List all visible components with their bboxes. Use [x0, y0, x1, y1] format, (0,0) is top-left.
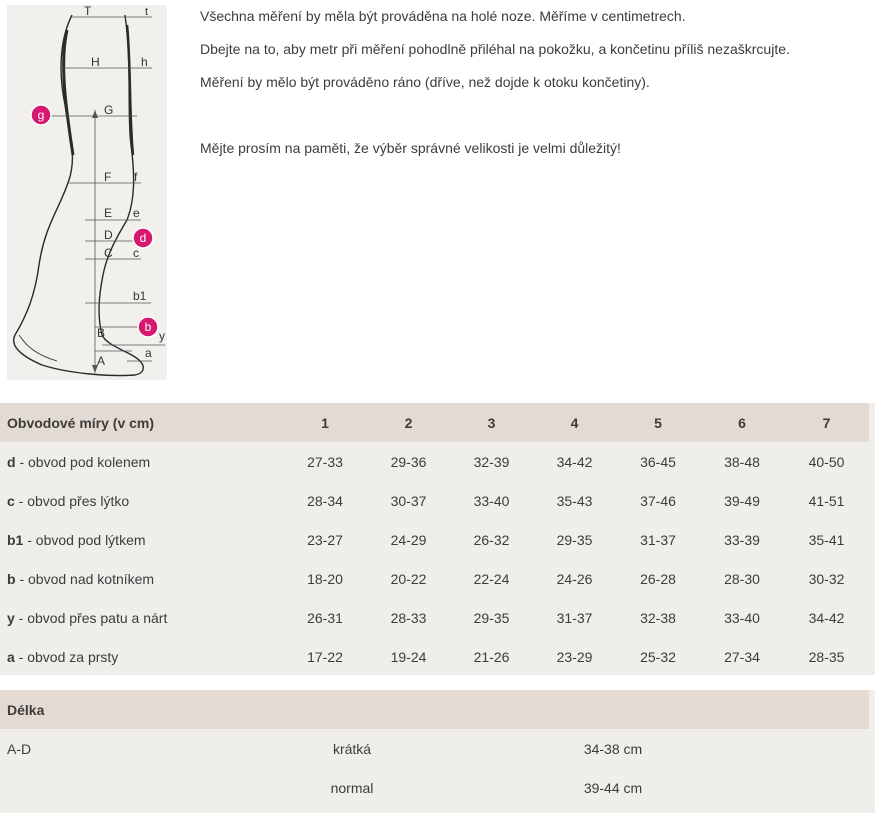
- marker-g: [31, 105, 51, 125]
- table-cell: 41-51: [808, 492, 845, 509]
- size-col-6: 6: [738, 414, 746, 431]
- measure-desc: - obvod za prsty: [14, 648, 119, 665]
- table-cell: 27-34: [724, 648, 760, 665]
- table-row: [0, 598, 869, 637]
- size-col-2: 2: [404, 414, 413, 431]
- table-cell: 39-49: [724, 492, 760, 509]
- table-row: [0, 768, 869, 807]
- instruction-bare-leg: Všechna měření by měla být prováděna na holé noze. Měříme v centimetrech.: [200, 8, 686, 24]
- marker-b: [138, 317, 158, 337]
- measure-code: b1: [7, 531, 24, 548]
- svg-text:b: b: [144, 320, 152, 334]
- label-H: H: [91, 55, 100, 69]
- table-cell: 24-29: [390, 531, 427, 548]
- svg-text:g: g: [37, 108, 45, 122]
- table-cell: 32-38: [640, 609, 676, 626]
- length-range: 39-44 cm: [583, 779, 643, 796]
- label-T: T: [84, 5, 92, 18]
- label-E: E: [104, 206, 113, 220]
- spacer: [0, 388, 875, 403]
- length-table-header: [0, 690, 869, 729]
- table-cell: 34-42: [808, 609, 845, 626]
- measure-code: b: [7, 570, 16, 587]
- measure-desc: - obvod nad kotníkem: [15, 570, 155, 587]
- length-variant: krátká: [332, 740, 372, 757]
- length-range: 34-38 cm: [583, 740, 643, 757]
- label-A: A: [97, 354, 106, 368]
- svg-text:d: d: [139, 231, 147, 245]
- size-col-7: 7: [822, 414, 831, 431]
- table-cell: 23-27: [307, 531, 343, 548]
- row-label: [0, 481, 283, 520]
- measure-code: d: [7, 453, 16, 470]
- table-cell: 31-37: [640, 531, 676, 548]
- table-cell: 40-50: [808, 453, 845, 470]
- label-t: t: [145, 6, 149, 18]
- table-cell: 24-26: [556, 570, 593, 587]
- table-cell: 27-33: [307, 453, 343, 470]
- table-cell: 29-35: [556, 531, 593, 548]
- table-cell: 33-40: [724, 609, 760, 626]
- length-measure: [0, 768, 307, 807]
- label-c: c: [133, 246, 139, 260]
- label-a: a: [145, 346, 152, 360]
- size-col-3: 3: [487, 414, 496, 431]
- table-row: [0, 637, 869, 676]
- label-b1: b1: [133, 289, 147, 303]
- label-C: C: [104, 246, 113, 260]
- row-label: [0, 442, 283, 481]
- spacer: [0, 675, 875, 690]
- leg-measurement-diagram: [7, 5, 167, 380]
- row-label: [0, 559, 283, 598]
- measure-code: c: [7, 492, 15, 509]
- table-cell: 26-28: [640, 570, 676, 587]
- measure-desc: - obvod přes lýtko: [14, 492, 130, 509]
- table-cell: 31-37: [556, 609, 593, 626]
- length-table: [0, 690, 869, 807]
- table-cell: 18-20: [307, 570, 343, 587]
- table-cell: 29-35: [473, 609, 510, 626]
- table-cell: 38-48: [724, 453, 760, 470]
- table-cell: 25-32: [640, 648, 676, 665]
- measure-code: y: [7, 609, 15, 626]
- table-cell: 37-46: [640, 492, 676, 509]
- length-header-label: Délka: [7, 701, 45, 718]
- table-cell: 35-41: [808, 531, 845, 548]
- table-cell: 29-36: [390, 453, 427, 470]
- table-cell: 36-45: [640, 453, 676, 470]
- table-cell: 21-26: [473, 648, 510, 665]
- measure-desc: - obvod pod lýtkem: [23, 531, 146, 548]
- length-measure: A-D: [7, 740, 32, 757]
- size-col-1: 1: [321, 414, 329, 431]
- instruction-morning: Měření by mělo být prováděno ráno (dříve, než dojde k otoku končetiny).: [200, 74, 650, 90]
- label-B: B: [97, 326, 106, 340]
- table-cell: 33-39: [724, 531, 760, 548]
- instruction-size-important: Mějte prosím na paměti, že výběr správné velikosti je velmi důležitý!: [200, 140, 621, 156]
- table-cell: 28-35: [808, 648, 845, 665]
- table-cell: 20-22: [390, 570, 427, 587]
- table-cell: 28-34: [307, 492, 343, 509]
- label-y: y: [159, 329, 165, 343]
- table-cell: 28-30: [724, 570, 760, 587]
- table-row: [0, 559, 869, 598]
- table-cell: 26-31: [307, 609, 343, 626]
- length-variant: normal: [330, 779, 374, 796]
- row-label: [0, 637, 283, 676]
- size-col-4: 4: [570, 414, 579, 431]
- label-h: h: [141, 55, 148, 69]
- table-cell: 35-43: [556, 492, 593, 509]
- size-table-header: [0, 403, 869, 442]
- table-cell: 33-40: [473, 492, 510, 509]
- label-f: f: [134, 170, 138, 184]
- marker-d: [133, 228, 153, 248]
- row-label: [0, 598, 283, 637]
- table-cell: 28-33: [390, 609, 427, 626]
- label-F: F: [104, 170, 112, 184]
- table-cell: 23-29: [556, 648, 593, 665]
- table-row: [0, 520, 869, 559]
- size-col-5: 5: [654, 414, 662, 431]
- table-row: [0, 442, 869, 481]
- table-cell: 19-24: [390, 648, 427, 665]
- table-cell: 26-32: [473, 531, 510, 548]
- size-table-header-label: Obvodové míry (v cm): [7, 414, 155, 431]
- table-cell: 30-37: [390, 492, 427, 509]
- label-D: D: [104, 228, 113, 242]
- label-e: e: [133, 206, 140, 220]
- leg-diagram-svg: [7, 5, 167, 380]
- table-cell: 22-24: [473, 570, 510, 587]
- row-label: [0, 520, 283, 559]
- instruction-tape-fit: Dbejte na to, aby metr při měření pohodlně přiléhal na pokožku, a končetinu příliš nezaškrcujte.: [200, 41, 790, 57]
- table-cell: 17-22: [307, 648, 343, 665]
- table-cell: 30-32: [808, 570, 845, 587]
- measure-code: a: [7, 648, 15, 665]
- measure-desc: - obvod přes patu a nárt: [14, 609, 168, 626]
- table-row: [0, 481, 869, 520]
- measure-desc: - obvod pod kolenem: [15, 453, 151, 470]
- label-G: G: [104, 103, 114, 117]
- table-cell: 34-42: [556, 453, 593, 470]
- table-row: [0, 729, 869, 768]
- table-cell: 32-39: [473, 453, 510, 470]
- circumference-size-table: [0, 403, 869, 676]
